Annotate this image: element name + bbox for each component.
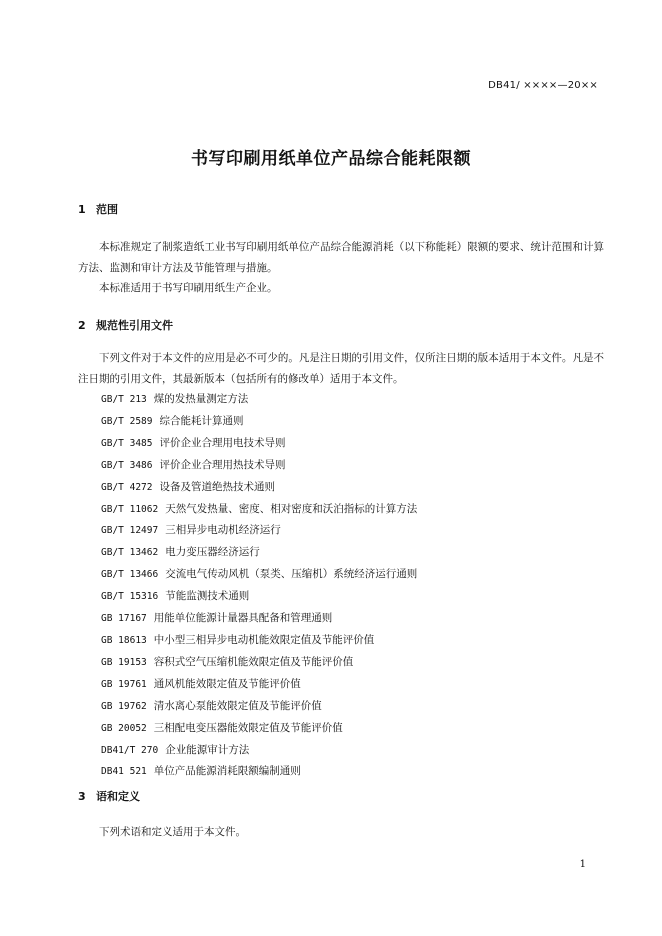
reference-item bbox=[101, 630, 417, 652]
reference-code: GB/T 11062 bbox=[101, 503, 159, 515]
reference-code: GB/T 13466 bbox=[101, 569, 159, 581]
reference-code: GB 19762 bbox=[101, 700, 147, 712]
document-title: 书写印刷用纸单位产品综合能耗限额 bbox=[191, 149, 471, 169]
reference-name: 综合能耗计算通则 bbox=[159, 414, 244, 427]
reference-code: DB41 521 bbox=[101, 766, 147, 778]
section-1-paragraph-1: 本标准规定了制浆造纸工业书写印刷用纸单位产品综合能源消耗（以下称能耗）限额的要求、统计范围和计算方法、监测和审计方法及节能管理与措施。 bbox=[78, 241, 604, 274]
reference-code: GB/T 3486 bbox=[101, 459, 153, 471]
section-2-heading bbox=[78, 317, 173, 333]
page-number: 1 bbox=[579, 859, 586, 870]
reference-name: 通风机能效限定值及节能评价值 bbox=[153, 677, 301, 690]
reference-item bbox=[101, 761, 417, 783]
reference-item bbox=[101, 740, 417, 762]
section-title: 语和定义 bbox=[96, 790, 140, 803]
reference-name: 中小型三相异步电动机能效限定值及节能评价值 bbox=[153, 633, 375, 646]
reference-item bbox=[101, 411, 417, 433]
reference-name: 单位产品能源消耗限额编制通则 bbox=[153, 765, 301, 778]
reference-code: GB/T 3485 bbox=[101, 437, 153, 449]
reference-code: GB 20052 bbox=[101, 722, 147, 734]
section-number: 3 bbox=[78, 790, 86, 803]
section-1-heading bbox=[78, 201, 118, 217]
standard-code: DB41/ ××××—20×× bbox=[488, 80, 598, 91]
reference-code: GB 19153 bbox=[101, 656, 147, 668]
section-number: 1 bbox=[78, 203, 86, 216]
reference-name: 企业能源审计方法 bbox=[165, 743, 250, 756]
reference-code: DB41/T 270 bbox=[101, 744, 159, 756]
section-1-paragraph-2: 本标准适用于书写印刷用纸生产企业。 bbox=[99, 282, 278, 294]
section-3-heading bbox=[78, 788, 140, 804]
reference-name: 三相异步电动机经济运行 bbox=[165, 524, 281, 537]
reference-name: 电力变压器经济运行 bbox=[165, 546, 260, 559]
reference-name: 评价企业合理用热技术导则 bbox=[159, 458, 286, 471]
reference-name: 节能监测技术通则 bbox=[165, 590, 250, 603]
reference-item bbox=[101, 696, 417, 718]
reference-code: GB/T 13462 bbox=[101, 547, 159, 559]
reference-item bbox=[101, 389, 417, 411]
section-2-paragraph-1: 下列文件对于本文件的应用是必不可少的。凡是注日期的引用文件，仅所注日期的版本适用于本文件。凡是不注日期的引用文件，其最新版本（包括所有的修改单）适用于本文件。 bbox=[78, 352, 604, 385]
reference-code: GB/T 12497 bbox=[101, 525, 159, 537]
section-3-paragraph-1: 下列术语和定义适用于本文件。 bbox=[99, 826, 246, 838]
reference-code: GB/T 213 bbox=[101, 394, 147, 405]
reference-item bbox=[101, 674, 417, 696]
reference-item bbox=[101, 433, 417, 455]
reference-code: GB 18613 bbox=[101, 634, 147, 646]
reference-code: GB 19761 bbox=[101, 678, 147, 690]
reference-name: 煤的发热量测定方法 bbox=[153, 393, 249, 405]
reference-code: GB/T 4272 bbox=[101, 481, 153, 493]
reference-name: 清水离心泵能效限定值及节能评价值 bbox=[153, 699, 322, 712]
reference-item bbox=[101, 652, 417, 674]
reference-code: GB/T 2589 bbox=[101, 415, 153, 427]
normative-references-list bbox=[101, 389, 417, 783]
reference-item bbox=[101, 608, 417, 630]
reference-item bbox=[101, 499, 417, 521]
section-number: 2 bbox=[78, 319, 86, 332]
reference-item bbox=[101, 455, 417, 477]
reference-name: 容积式空气压缩机能效限定值及节能评价值 bbox=[153, 655, 354, 668]
reference-name: 设备及管道绝热技术通则 bbox=[159, 480, 275, 493]
reference-item bbox=[101, 542, 417, 564]
section-title: 范围 bbox=[96, 203, 118, 216]
reference-name: 用能单位能源计量器具配备和管理通则 bbox=[153, 612, 333, 625]
reference-name: 天然气发热量、密度、相对密度和沃泊指标的计算方法 bbox=[165, 502, 418, 515]
reference-name: 交流电气传动风机（泵类、压缩机）系统经济运行通则 bbox=[165, 568, 418, 581]
reference-name: 评价企业合理用电技术导则 bbox=[159, 436, 286, 449]
section-title: 规范性引用文件 bbox=[96, 319, 173, 332]
reference-item bbox=[101, 564, 417, 586]
reference-item bbox=[101, 586, 417, 608]
reference-item bbox=[101, 718, 417, 740]
reference-code: GB/T 15316 bbox=[101, 591, 159, 603]
reference-item bbox=[101, 477, 417, 499]
reference-name: 三相配电变压器能效限定值及节能评价值 bbox=[153, 721, 343, 734]
reference-code: GB 17167 bbox=[101, 613, 147, 625]
reference-item bbox=[101, 520, 417, 542]
